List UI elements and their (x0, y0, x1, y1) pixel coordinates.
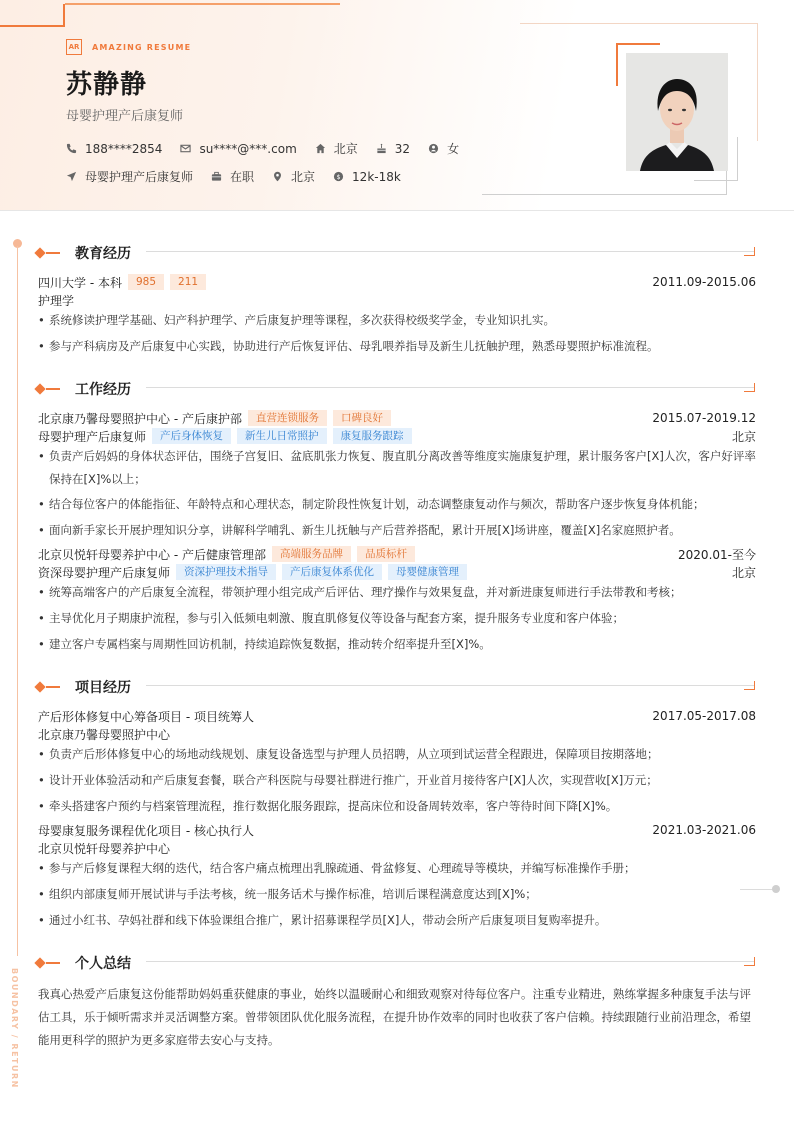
target-position-text: 母婴护理产后康复师 (85, 170, 194, 184)
section-title-text: 项目经历 (75, 680, 131, 696)
salary-icon (333, 171, 344, 182)
photo-frame-line (737, 137, 738, 181)
company-name: 北京康乃馨母婴照护中心 - 产后康护部 (38, 411, 242, 426)
list-item: • 参与产后修复课程大纲的迭代，结合客户痛点梳理出乳腺疏通、骨盆修复、心理疏导等模块，并编写标准操作手册； (38, 857, 756, 880)
project-org-row (38, 725, 756, 743)
diamond-icon (34, 383, 45, 394)
list-item: • 参与产科病房及产后康复中心实践，协助进行产后恢复评估、母乳喂养指导及新生儿抚触护理，熟悉母婴照护标准流程。 (38, 335, 756, 358)
list-item: • 组织内部康复师开展试讲与手法考核，统一服务话术与操作标准，培训后课程满意度达到[X]%； (38, 883, 756, 906)
section-title-project (36, 677, 131, 697)
logo-mark: AR (66, 39, 82, 55)
phone-text: 188****2854 (85, 141, 163, 156)
gender-icon (428, 143, 439, 154)
title-dash (46, 686, 60, 688)
section-divider (146, 961, 754, 962)
project-header (38, 821, 756, 839)
work-city: 北京 (731, 429, 756, 444)
list-item: • 统筹高端客户的产后康复全流程，带领护理小组完成产后评估、理疗操作与效果复盘，并对新进康复师进行手法带教和考核； (38, 581, 756, 604)
project-org: 北京康乃馨母婴照护中心 (38, 727, 171, 742)
diamond-icon (34, 247, 45, 258)
photo-frame-accent (616, 43, 660, 45)
job-info-row (66, 168, 419, 185)
section-end-mark (744, 957, 755, 966)
header-accent-line (65, 3, 340, 5)
salary-text: 12k-18k (352, 169, 401, 184)
company-tag: 直营连锁服务 (248, 410, 327, 426)
school-name: 四川大学 - 本科 (38, 275, 122, 290)
logo (66, 39, 191, 55)
section-title-text: 工作经历 (75, 382, 131, 398)
diamond-icon (34, 681, 45, 692)
work-city: 北京 (731, 565, 756, 580)
work-role-row (38, 427, 756, 445)
photo-frame-line (482, 194, 726, 195)
school-tag: 985 (128, 274, 164, 290)
education-major-row (38, 291, 756, 309)
project-header (38, 707, 756, 725)
list-item: • 建立客户专属档案与周期性回访机制，持续追踪恢复数据，推动转介绍率提升至[X]%。 (38, 633, 756, 656)
project-org-row (38, 839, 756, 857)
job-status-text: 在职 (230, 170, 255, 184)
section-end-mark (744, 247, 755, 256)
logo-text: AMAZING RESUME (92, 42, 192, 52)
candidate-title: 母婴护理产后康复师 (66, 109, 184, 124)
home-city-text: 北京 (333, 142, 358, 156)
work-header (38, 545, 756, 563)
photo-frame-line (726, 170, 727, 195)
target-city-text: 北京 (291, 170, 316, 184)
cake-icon (376, 143, 387, 154)
title-dash (46, 388, 60, 390)
role-tag: 资深护理技术指导 (176, 564, 276, 580)
photo-frame-line (757, 23, 758, 141)
age-text: 32 (394, 141, 411, 156)
list-item: • 负责产后形体修复中心的场地动线规划、康复设备选型与护理人员招聘，从立项到试运营全程跟进，保障项目按期落地； (38, 743, 756, 766)
company-tag: 品质标杆 (357, 546, 415, 562)
contact-info-row (66, 140, 477, 157)
corner-accent-vertical (63, 4, 65, 27)
diamond-icon (34, 957, 45, 968)
gender-text: 女 (447, 142, 460, 156)
education-header (38, 273, 756, 291)
title-dash (46, 252, 60, 254)
project-name: 产后形体修复中心筹备项目 - 项目统筹人 (38, 709, 254, 724)
work-date: 2015.07-2019.12 (652, 411, 756, 425)
section-divider (146, 685, 754, 686)
candidate-name: 苏静静 (66, 70, 148, 100)
work-date: 2020.01-至今 (678, 547, 756, 562)
title-dash (46, 962, 60, 964)
project-org: 北京贝悦轩母婴养护中心 (38, 841, 171, 856)
bullet-text: 负责产后妈妈的身体状态评估，围绕子宫复旧、盆底肌张力恢复、腹直肌分离改善等维度实施康复护理，累计服务客户[X]人次，客户好评率保持在[X]%以上； (49, 449, 756, 486)
sidebar-line (17, 246, 18, 956)
list-item: • 结合每位客户的体能指征、年龄特点和心理状态，制定阶段性恢复计划，动态调整康复动作与频次，帮助客户逐步恢复身体机能； (38, 493, 756, 516)
role-tag: 产后身体恢复 (152, 428, 231, 444)
role-tag: 康复服务跟踪 (333, 428, 412, 444)
education-date: 2011.09-2015.06 (652, 275, 756, 289)
company-tag: 口碑良好 (333, 410, 391, 426)
role-tag: 母婴健康管理 (388, 564, 467, 580)
bullet-text: 牵头搭建客户预约与档案管理流程，推行数据化服务跟踪，提高床位和设备周转效率，客户等待时间下降[X]%。 (49, 799, 618, 813)
section-title-work (36, 379, 131, 399)
phone-icon (66, 143, 77, 154)
section-end-mark (744, 681, 755, 690)
section-divider (146, 387, 754, 388)
company-name: 北京贝悦轩母婴养护中心 - 产后健康管理部 (38, 547, 266, 562)
list-item: • 负责产后妈妈的身体状态评估，围绕子宫复旧、盆底肌张力恢复、腹直肌分离改善等维度实施康复护理，累计服务客户[X]人次，客户好评率保持在[X]%以上； (38, 445, 756, 491)
bullet-text: 结合每位客户的体能指征、年龄特点和心理状态，制定阶段性恢复计划，动态调整康复动作与频次，帮助客户逐步恢复身体机能； (49, 497, 705, 511)
email-text: su****@***.com (199, 141, 297, 156)
role-name: 母婴护理产后康复师 (38, 429, 147, 444)
role-tag: 新生儿日常照护 (237, 428, 327, 444)
bullet-text: 负责产后形体修复中心的场地动线规划、康复设备选型与护理人员招聘，从立项到试运营全程跟进，保障项目按期落地； (49, 747, 659, 761)
bullet-text: 设计开业体验活动和产后康复套餐，联合产科医院与母婴社群进行推广，开业首月接待客户[X]人次，实现营收[X]万元； (49, 773, 658, 787)
corner-accent-horizontal (0, 25, 64, 27)
photo-frame-accent (616, 43, 618, 86)
major: 护理学 (38, 293, 75, 308)
svg-text:$: $ (336, 172, 341, 181)
section-divider (146, 251, 754, 252)
list-item: • 面向新手家长开展护理知识分享，讲解科学哺乳、新生儿抚触与产后营养搭配，累计开展[X]场讲座，覆盖[X]名家庭照护者。 (38, 519, 756, 542)
role-tag: 产后康复体系优化 (282, 564, 382, 580)
bullet-text: 通过小红书、孕妈社群和线下体验课组合推广，累计招募课程学员[X]人，带动会所产后康复项目复购率提升。 (49, 913, 607, 927)
photo-frame-line (694, 180, 738, 181)
project-name: 母婴康复服务课程优化项目 - 核心执行人 (38, 823, 254, 838)
section-end-mark (744, 383, 755, 392)
bullet-text: 面向新手家长开展护理知识分享，讲解科学哺乳、新生儿抚触与产后营养搭配，累计开展[X]场讲座，覆盖[X]名家庭照护者。 (49, 523, 681, 537)
list-item: • 牵头搭建客户预约与档案管理流程，推行数据化服务跟踪，提高床位和设备周转效率，客户等待时间下降[X]%。 (38, 795, 756, 818)
briefcase-icon (211, 171, 222, 182)
profile-photo (626, 53, 728, 171)
list-item: • 系统修读护理学基础、妇产科护理学、产后康复护理等课程，多次获得校级奖学金，专业知识扎实。 (38, 309, 756, 332)
section-title-text: 个人总结 (75, 956, 131, 972)
summary-text: 我真心热爱产后康复这份能帮助妈妈重获健康的事业，始终以温暖耐心和细致观察对待每位客户。注重专业精进，熟练掌握多种康复手法与评估工具，乐于倾听需求并灵活调整方案。曾带领团队优化服务流程，在提升协作效率的同时也收获了客户信赖。持续跟随行业前沿理念，希望能用更科学的照护为更多家庭带去安心与支持。 (38, 987, 751, 1047)
home-icon (315, 143, 326, 154)
work-header (38, 409, 756, 427)
side-vertical-text: BOUNDARY / RETURN (10, 968, 19, 1089)
bullet-text: 系统修读护理学基础、妇产科护理学、产后康复护理等课程，多次获得校级奖学金，专业知识扎实。 (49, 313, 555, 327)
bullet-text: 建立客户专属档案与周期性回访机制，持续追踪恢复数据，推动转介绍率提升至[X]%。 (49, 637, 491, 651)
section-title-summary (36, 953, 131, 973)
mail-icon (180, 143, 191, 154)
school-tag: 211 (170, 274, 206, 290)
location-icon (272, 171, 283, 182)
role-name: 资深母婴护理产后康复师 (38, 565, 171, 580)
list-item: • 设计开业体验活动和产后康复套餐，联合产科医院与母婴社群进行推广，开业首月接待客户[X]人次，实现营收[X]万元； (38, 769, 756, 792)
section-title-education (36, 243, 131, 263)
company-tag: 高端服务品牌 (272, 546, 351, 562)
list-item: • 主导优化月子期康护流程，参与引入低频电刺激、腹直肌修复仪等设备与配套方案，提升服务专业度和客户体验； (38, 607, 756, 630)
project-date: 2017.05-2017.08 (652, 709, 756, 723)
right-deco-dot (772, 885, 780, 893)
bullet-text: 主导优化月子期康护流程，参与引入低频电刺激、腹直肌修复仪等设备与配套方案，提升服务专业度和客户体验； (49, 611, 624, 625)
avatar (626, 53, 728, 171)
send-icon (66, 171, 77, 182)
bullet-text: 参与产科病房及产后康复中心实践，协助进行产后恢复评估、母乳喂养指导及新生儿抚触护理，熟悉母婴照护标准流程。 (49, 339, 659, 353)
bullet-text: 统筹高端客户的产后康复全流程，带领护理小组完成产后评估、理疗操作与效果复盘，并对新进康复师进行手法带教和考核； (49, 585, 682, 599)
bullet-text: 参与产后修复课程大纲的迭代，结合客户痛点梳理出乳腺疏通、骨盆修复、心理疏导等模块，并编写标准操作手册； (49, 861, 636, 875)
bullet-text: 组织内部康复师开展试讲与手法考核，统一服务话术与操作标准，培训后课程满意度达到[X]%； (49, 887, 537, 901)
section-title-text: 教育经历 (75, 246, 131, 262)
list-item: • 通过小红书、孕妈社群和线下体验课组合推广，累计招募课程学员[X]人，带动会所产后康复项目复购率提升。 (38, 909, 756, 932)
photo-frame-line (520, 23, 758, 24)
work-role-row (38, 563, 756, 581)
project-date: 2021.03-2021.06 (652, 823, 756, 837)
